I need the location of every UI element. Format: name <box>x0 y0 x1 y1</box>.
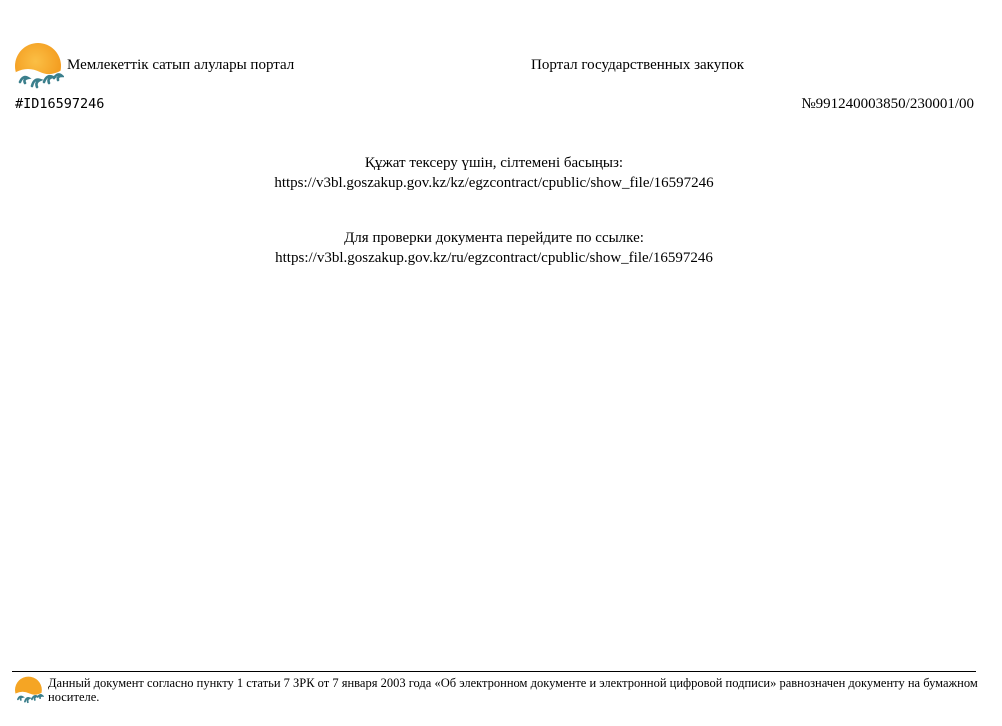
document-id: #ID16597246 <box>15 96 105 112</box>
verification-ru <box>0 228 988 268</box>
footer-legal-notice: Данный документ согласно пункту 1 статьи 7 ЗРК от 7 января 2003 года «Об электронном документе и электронной цифровой подписи» равнозначен документу на бумажном носителе. <box>48 676 978 704</box>
verification-link-kz[interactable]: https://v3bl.goszakup.gov.kz/kz/egzcontract/cpublic/show_file/16597246 <box>274 175 714 191</box>
footer-logo-icon <box>14 676 44 704</box>
verification-kz <box>0 153 988 193</box>
goszakup-logo-icon <box>14 42 64 90</box>
verification-prompt-ru: Для проверки документа перейдите по ссылке: <box>344 230 644 246</box>
verification-prompt-kz: Құжат тексеру үшін, сілтемені басыңыз: <box>364 155 624 171</box>
portal-name-ru: Портал государственных закупок <box>531 57 745 73</box>
portal-name-kz: Мемлекеттік сатып алулары портал <box>67 57 295 73</box>
document-number: №991240003850/230001/00 <box>801 96 974 112</box>
footer-divider <box>12 671 976 672</box>
verification-link-ru[interactable]: https://v3bl.goszakup.gov.kz/ru/egzcontract/cpublic/show_file/16597246 <box>275 250 713 266</box>
